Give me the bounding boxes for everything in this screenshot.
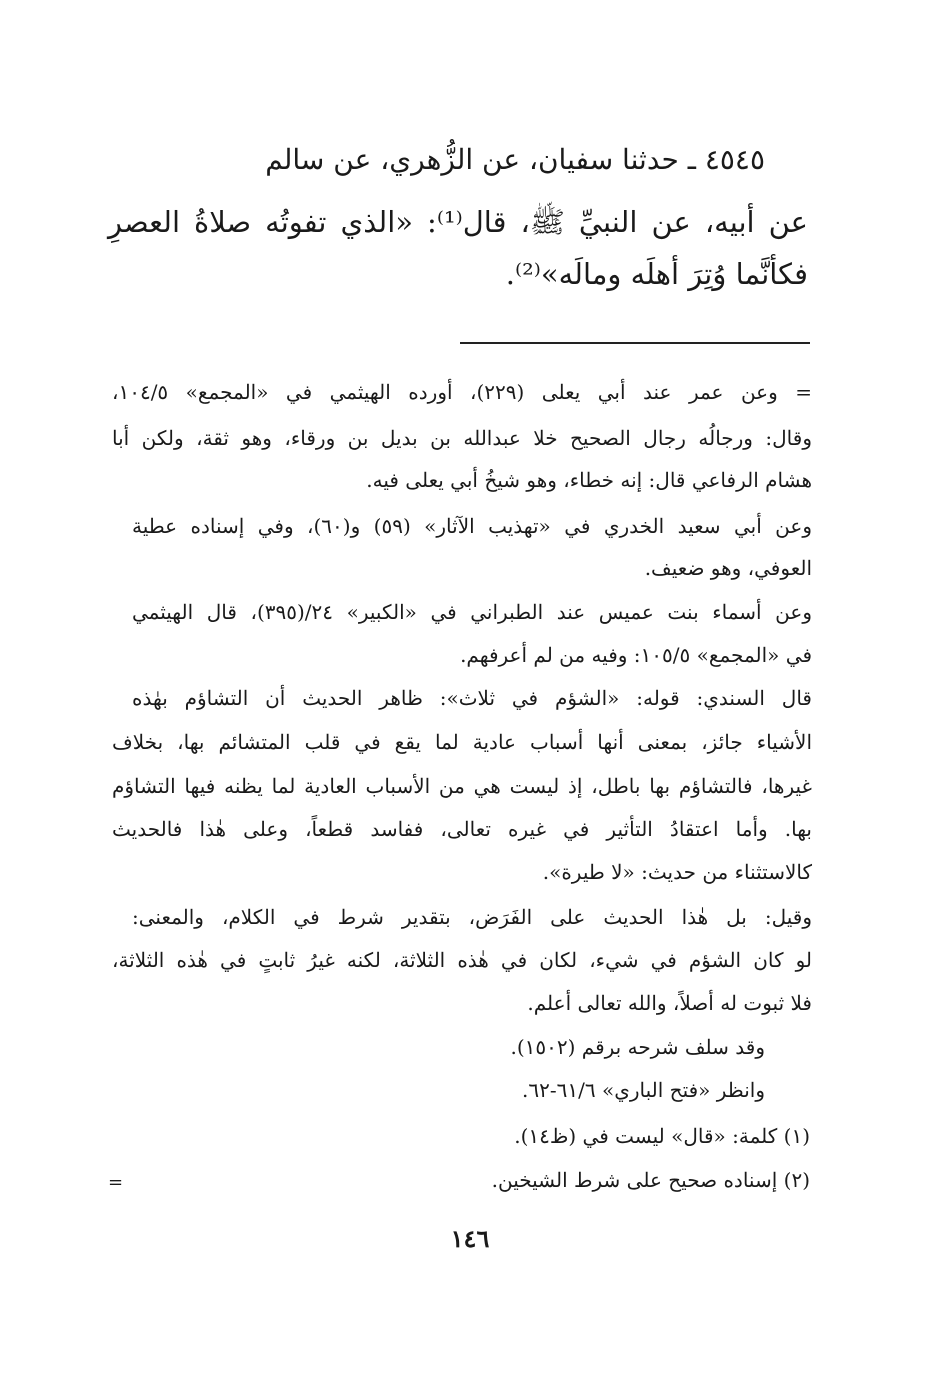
footnote-2: (٢) إسناده صحيح على شرط الشيخين.: [491, 1168, 810, 1192]
footnote-line: هشام الرفاعي قال: إنه خطاء، وهو شيخُ أبي يعلى فيه.: [366, 468, 812, 492]
footnote-line: بها. وأما اعتقادُ التأثير في غيره تعالى، ففاسد قطعاً، وعلى هٰذا فالحديث: [112, 817, 812, 841]
hadith-line-3: فكأنَّما وُتِرَ أهلَه ومالَه»⁽²⁾.: [505, 257, 808, 291]
footnote-line: وقيل: بل هٰذا الحديث على الفَرَض، بتقدير شرط في الكلام، والمعنى:: [132, 905, 812, 929]
footnote-line: وقد سلف شرحه برقم (١٥٠٢).: [510, 1035, 765, 1059]
continuation-mark: =: [108, 1172, 124, 1193]
page-number: ١٤٦: [450, 1224, 490, 1253]
footnote-1: (١) كلمة: «قال» ليست في (ظ١٤).: [514, 1124, 810, 1148]
footnote-line: في «المجمع» ١٠٥/٥: وفيه من لم أعرفهم.: [460, 643, 812, 667]
footnote-line: لو كان الشؤم في شيء، لكان في هٰذه الثلاثة، لكنه غيرُ ثابتٍ في هٰذه الثلاثة،: [112, 948, 812, 972]
footnote-line: وقال: ورجالُه رجال الصحيح خلا عبدالله بن بديل بن ورقاء، وهو ثقة، ولكن أبا: [112, 426, 812, 450]
footnote-divider: [460, 342, 810, 344]
footnote-line: غيرها، فالتشاؤم بها باطل، إذ ليست هي من الأسباب العادية لما يظنه فيها التشاؤم: [112, 774, 812, 798]
footnote-line: وعن أبي سعيد الخدري في «تهذيب الآثار» (٥٩) و(٦٠)، وفي إسناده عطية: [132, 514, 812, 538]
footnote-line: فلا ثبوت له أصلاً، والله تعالى أعلم.: [527, 991, 812, 1015]
hadith-line-2: عن أبيه، عن النبيِّ ﷺ، قال⁽¹⁾: «الذي تفوتُه صلاةُ العصرِ: [108, 205, 808, 239]
footnote-line: كالاستثناء من حديث: «لا طيرة».: [542, 860, 812, 884]
footnote-line: الأشياء جائز، بمعنى أنها أسباب عادية لما يقع في قلب المتشائم بها، بخلاف: [112, 730, 812, 754]
footnote-line: قال السندي: قوله: «الشؤم في ثلاث»: ظاهر الحديث أن التشاؤم بهٰذه: [132, 686, 812, 710]
hadith-line-1: ٤٥٤٥ ـ حدثنا سفيان، عن الزُّهري، عن سالم: [265, 143, 765, 176]
footnote-line: وانظر «فتح الباري» ٦١/٦-٦٢.: [522, 1078, 765, 1102]
footnote-line: العوفي، وهو ضعيف.: [644, 556, 812, 580]
footnote-line: وعن أسماء بنت عميس عند الطبراني في «الكبير» ٢٤/(٣٩٥)، قال الهيثمي: [132, 600, 812, 624]
footnote-line: = وعن عمر عند أبي يعلى (٢٢٩)، أورده الهيثمي في «المجمع» ١٠٤/٥،: [112, 380, 812, 404]
